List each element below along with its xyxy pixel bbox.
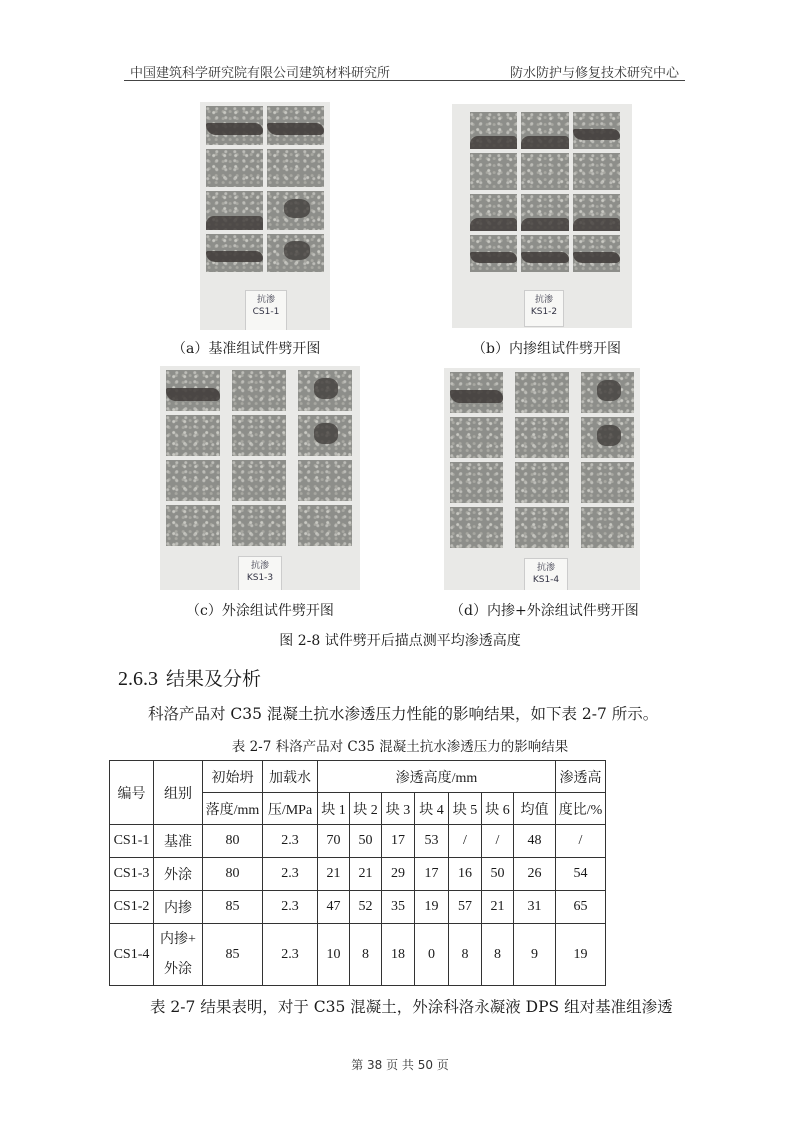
- closing-paragraph: 表 2-7 结果表明，对于 C35 混凝土，外涂科洛永凝液 DPS 组对基准组渗透: [150, 998, 673, 1016]
- cell-value: 70: [318, 825, 350, 858]
- caption-d: （d）内掺+外涂组试件劈开图: [450, 603, 639, 619]
- results-table: [109, 760, 606, 986]
- table-row: [110, 858, 606, 891]
- cell-mean: 48: [514, 825, 556, 858]
- cell-id: CS1-4: [110, 924, 154, 986]
- section-number: 2.6.3: [118, 668, 158, 690]
- cell-slump: 85: [203, 924, 263, 986]
- section-heading: [118, 664, 261, 691]
- specimen-label-card: 抗渗 CS1-1: [245, 290, 287, 330]
- header-block: 块 5: [449, 793, 482, 825]
- header-group: 组别: [154, 761, 203, 825]
- cell-value: 52: [350, 891, 382, 924]
- section-title: 结果及分析: [166, 668, 262, 690]
- cell-value: 17: [415, 858, 449, 891]
- caption-a: （a）基准组试件劈开图: [172, 341, 321, 357]
- cell-slump: 80: [203, 858, 263, 891]
- header-penetration: 渗透高度/mm: [318, 761, 556, 793]
- cell-pressure: 2.3: [263, 825, 318, 858]
- intro-paragraph: 科洛产品对 C35 混凝土抗水渗透压力性能的影响结果，如下表 2-7 所示。: [148, 705, 659, 723]
- header-pressure: 加载水: [263, 761, 318, 793]
- table-row: [110, 924, 606, 986]
- figure-caption: 图 2-8 试件劈开后描点测平均渗透高度: [279, 633, 521, 649]
- header-slump-unit: 落度/mm: [203, 793, 263, 825]
- cell-ratio: 19: [556, 924, 606, 986]
- cell-value: 35: [382, 891, 415, 924]
- header-row: [110, 761, 606, 793]
- cell-value: 53: [415, 825, 449, 858]
- header-ratio-unit: 度比/%: [556, 793, 606, 825]
- cell-group: 内掺+ 外涂: [154, 924, 203, 986]
- specimen-label-card: 抗渗 KS1-2: [524, 290, 564, 327]
- photo-b-internal-mix-specimens: [452, 104, 632, 328]
- cell-ratio: /: [556, 825, 606, 858]
- cell-value: 21: [350, 858, 382, 891]
- caption-c: （c）外涂组试件劈开图: [186, 603, 334, 619]
- cell-value: 10: [318, 924, 350, 986]
- cell-value: 16: [449, 858, 482, 891]
- header-mean: 均值: [514, 793, 556, 825]
- cell-value: 17: [382, 825, 415, 858]
- cell-mean: 31: [514, 891, 556, 924]
- header-block: 块 2: [350, 793, 382, 825]
- cell-value: 29: [382, 858, 415, 891]
- cell-id: CS1-2: [110, 891, 154, 924]
- cell-pressure: 2.3: [263, 858, 318, 891]
- cell-ratio: 65: [556, 891, 606, 924]
- caption-b: （b）内掺组试件劈开图: [472, 341, 621, 357]
- cell-mean: 9: [514, 924, 556, 986]
- cell-value: 19: [415, 891, 449, 924]
- specimen-label-card: 抗渗 KS1-3: [238, 556, 282, 590]
- cell-group: 内掺: [154, 891, 203, 924]
- photo-d-combined-specimens: [444, 368, 640, 590]
- photo-c-external-coat-specimens: [160, 366, 360, 590]
- cell-group: 基准: [154, 825, 203, 858]
- cell-slump: 85: [203, 891, 263, 924]
- cell-id: CS1-3: [110, 858, 154, 891]
- cell-value: 21: [482, 891, 514, 924]
- table-row: [110, 825, 606, 858]
- cell-value: 50: [350, 825, 382, 858]
- cell-value: 50: [482, 858, 514, 891]
- cell-mean: 26: [514, 858, 556, 891]
- cell-value: 0: [415, 924, 449, 986]
- header-ratio: 渗透高: [556, 761, 606, 793]
- header-center: 防水防护与修复技术研究中心: [509, 66, 679, 81]
- cell-value: 8: [350, 924, 382, 986]
- cell-value: 47: [318, 891, 350, 924]
- page-header: [124, 58, 685, 81]
- cell-value: /: [482, 825, 514, 858]
- cell-pressure: 2.3: [263, 924, 318, 986]
- header-block: 块 1: [318, 793, 350, 825]
- cell-value: 57: [449, 891, 482, 924]
- cell-group: 外涂: [154, 858, 203, 891]
- photo-a-baseline-specimens: [200, 102, 330, 330]
- header-block: 块 3: [382, 793, 415, 825]
- header-pressure-unit: 压/MPa: [263, 793, 318, 825]
- cell-value: 18: [382, 924, 415, 986]
- cell-slump: 80: [203, 825, 263, 858]
- header-block: 块 6: [482, 793, 514, 825]
- cell-pressure: 2.3: [263, 891, 318, 924]
- header-id: 编号: [110, 761, 154, 825]
- table-caption: 表 2-7 科洛产品对 C35 混凝土抗水渗透压力的影响结果: [231, 739, 569, 755]
- table-row: [110, 891, 606, 924]
- cell-value: 21: [318, 858, 350, 891]
- cell-value: 8: [449, 924, 482, 986]
- specimen-label-card: 抗渗 KS1-4: [524, 558, 568, 590]
- cell-value: 8: [482, 924, 514, 986]
- header-org: 中国建筑科学研究院有限公司建筑材料研究所: [130, 66, 391, 81]
- header-block: 块 4: [415, 793, 449, 825]
- cell-ratio: 54: [556, 858, 606, 891]
- header-slump: 初始坍: [203, 761, 263, 793]
- page-number: 第 38 页 共 50 页: [351, 1058, 449, 1072]
- cell-id: CS1-1: [110, 825, 154, 858]
- cell-value: /: [449, 825, 482, 858]
